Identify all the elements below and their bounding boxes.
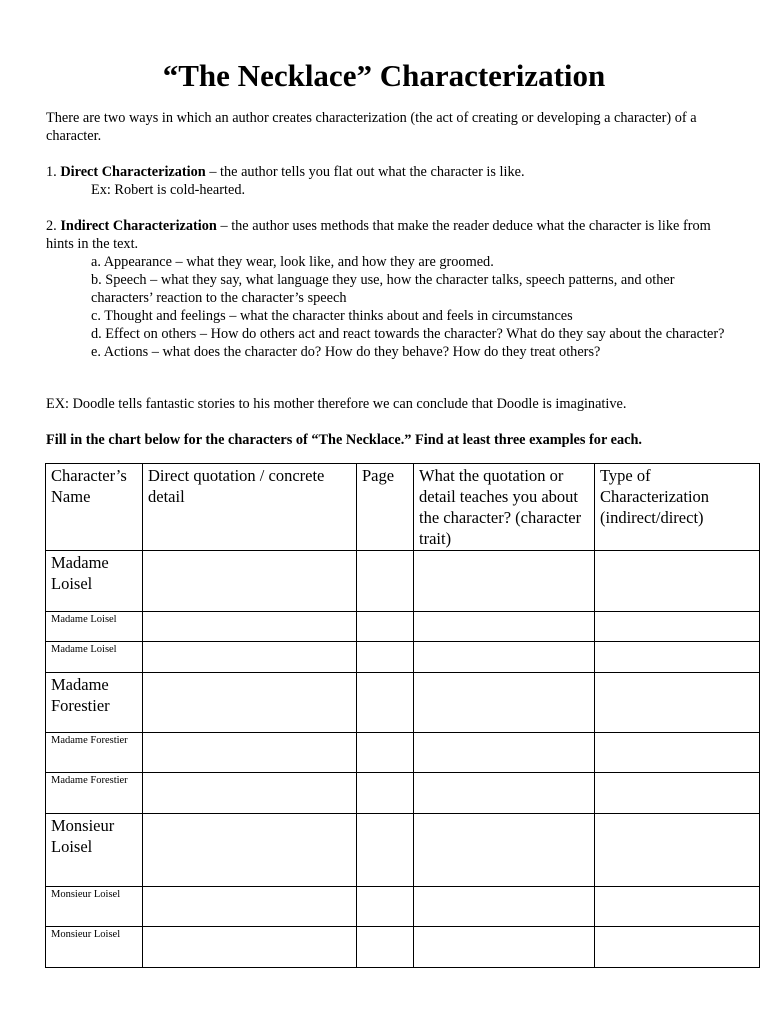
characterization-chart (45, 463, 760, 968)
quotation-cell[interactable] (143, 927, 357, 968)
intro-paragraph: There are two ways in which an author creates characterization (the act of creating or developing a character) of a character. (46, 110, 697, 144)
table-row (46, 773, 760, 814)
chart-instructions: Fill in the chart below for the characters of “The Necklace.” Find at least three examples for each. (46, 432, 642, 448)
direct-example: Ex: Robert is cold-hearted. (91, 182, 246, 198)
page-title: “The Necklace” Characterization (162, 58, 606, 93)
method-appearance: a. Appearance – what they wear, look like, and how they are groomed. (91, 254, 494, 270)
trait-cell[interactable] (414, 927, 595, 968)
direct-definition: – the author tells you flat out what the character is like. (205, 164, 525, 180)
table-row (46, 642, 760, 673)
character-name-cell: Monsieur Loisel (46, 887, 143, 927)
type-cell[interactable] (595, 814, 760, 887)
character-name-cell: Madame Loisel (46, 612, 143, 642)
chart-body (46, 551, 760, 968)
indirect-definition: – the author uses methods that make the reader deduce what the character is like from hints in the text. (46, 218, 711, 252)
indirect-characterization-definition (46, 217, 736, 253)
table-row (46, 551, 760, 612)
quotation-cell[interactable] (143, 551, 357, 612)
trait-cell[interactable] (414, 773, 595, 814)
trait-cell[interactable] (414, 551, 595, 612)
direct-characterization-definition (46, 163, 736, 181)
table-row (46, 814, 760, 887)
method-effect-on-others: d. Effect on others – How do others act and react towards the character? What do they say about the character? (91, 326, 725, 342)
type-cell[interactable] (595, 642, 760, 673)
indirect-term: Indirect Characterization (60, 218, 217, 234)
character-name-cell: Madame Forestier (46, 733, 143, 773)
header-page: Page (357, 464, 414, 551)
page-cell[interactable] (357, 927, 414, 968)
header-type: Type of Characterization (indirect/direct) (595, 464, 760, 551)
direct-number: 1. (46, 164, 57, 180)
page-cell[interactable] (357, 773, 414, 814)
type-cell[interactable] (595, 673, 760, 733)
quotation-cell[interactable] (143, 733, 357, 773)
table-row (46, 612, 760, 642)
header-trait: What the quotation or detail teaches you about the character? (character trait) (414, 464, 595, 551)
trait-cell[interactable] (414, 612, 595, 642)
character-name-cell: Monsieur Loisel (46, 927, 143, 968)
table-row (46, 887, 760, 927)
type-cell[interactable] (595, 887, 760, 927)
page-cell[interactable] (357, 887, 414, 927)
indirect-methods-list (91, 253, 731, 361)
direct-term: Direct Characterization (60, 164, 206, 180)
table-row (46, 673, 760, 733)
quotation-cell[interactable] (143, 887, 357, 927)
method-speech: b. Speech – what they say, what language they use, how the character talks, speech patterns, and other characters’ reaction to the character’s speech (91, 272, 675, 306)
type-cell[interactable] (595, 927, 760, 968)
quotation-cell[interactable] (143, 612, 357, 642)
type-cell[interactable] (595, 773, 760, 814)
header-quotation: Direct quotation / concrete detail (143, 464, 357, 551)
quotation-cell[interactable] (143, 673, 357, 733)
page-cell[interactable] (357, 733, 414, 773)
trait-cell[interactable] (414, 887, 595, 927)
character-name-cell: Madame Loisel (46, 551, 143, 612)
quotation-cell[interactable] (143, 773, 357, 814)
trait-cell[interactable] (414, 673, 595, 733)
type-cell[interactable] (595, 612, 760, 642)
page-cell[interactable] (357, 814, 414, 887)
type-cell[interactable] (595, 551, 760, 612)
header-character-name: Character’s Name (46, 464, 143, 551)
character-name-cell: Madame Forestier (46, 673, 143, 733)
character-name-cell: Monsieur Loisel (46, 814, 143, 887)
page-cell[interactable] (357, 673, 414, 733)
trait-cell[interactable] (414, 733, 595, 773)
page-cell[interactable] (357, 612, 414, 642)
indirect-example: EX: Doodle tells fantastic stories to his mother therefore we can conclude that Doodle is imaginative. (46, 396, 627, 412)
method-actions: e. Actions – what does the character do? How do they behave? How do they treat others? (91, 344, 601, 360)
table-row (46, 927, 760, 968)
character-name-cell: Madame Loisel (46, 642, 143, 673)
character-name-cell: Madame Forestier (46, 773, 143, 814)
page-cell[interactable] (357, 642, 414, 673)
table-row (46, 733, 760, 773)
quotation-cell[interactable] (143, 814, 357, 887)
chart-header-row (46, 464, 760, 551)
trait-cell[interactable] (414, 814, 595, 887)
indirect-number: 2. (46, 218, 57, 234)
quotation-cell[interactable] (143, 642, 357, 673)
page-cell[interactable] (357, 551, 414, 612)
trait-cell[interactable] (414, 642, 595, 673)
type-cell[interactable] (595, 733, 760, 773)
method-thoughts: c. Thought and feelings – what the character thinks about and feels in circumstances (91, 308, 573, 324)
